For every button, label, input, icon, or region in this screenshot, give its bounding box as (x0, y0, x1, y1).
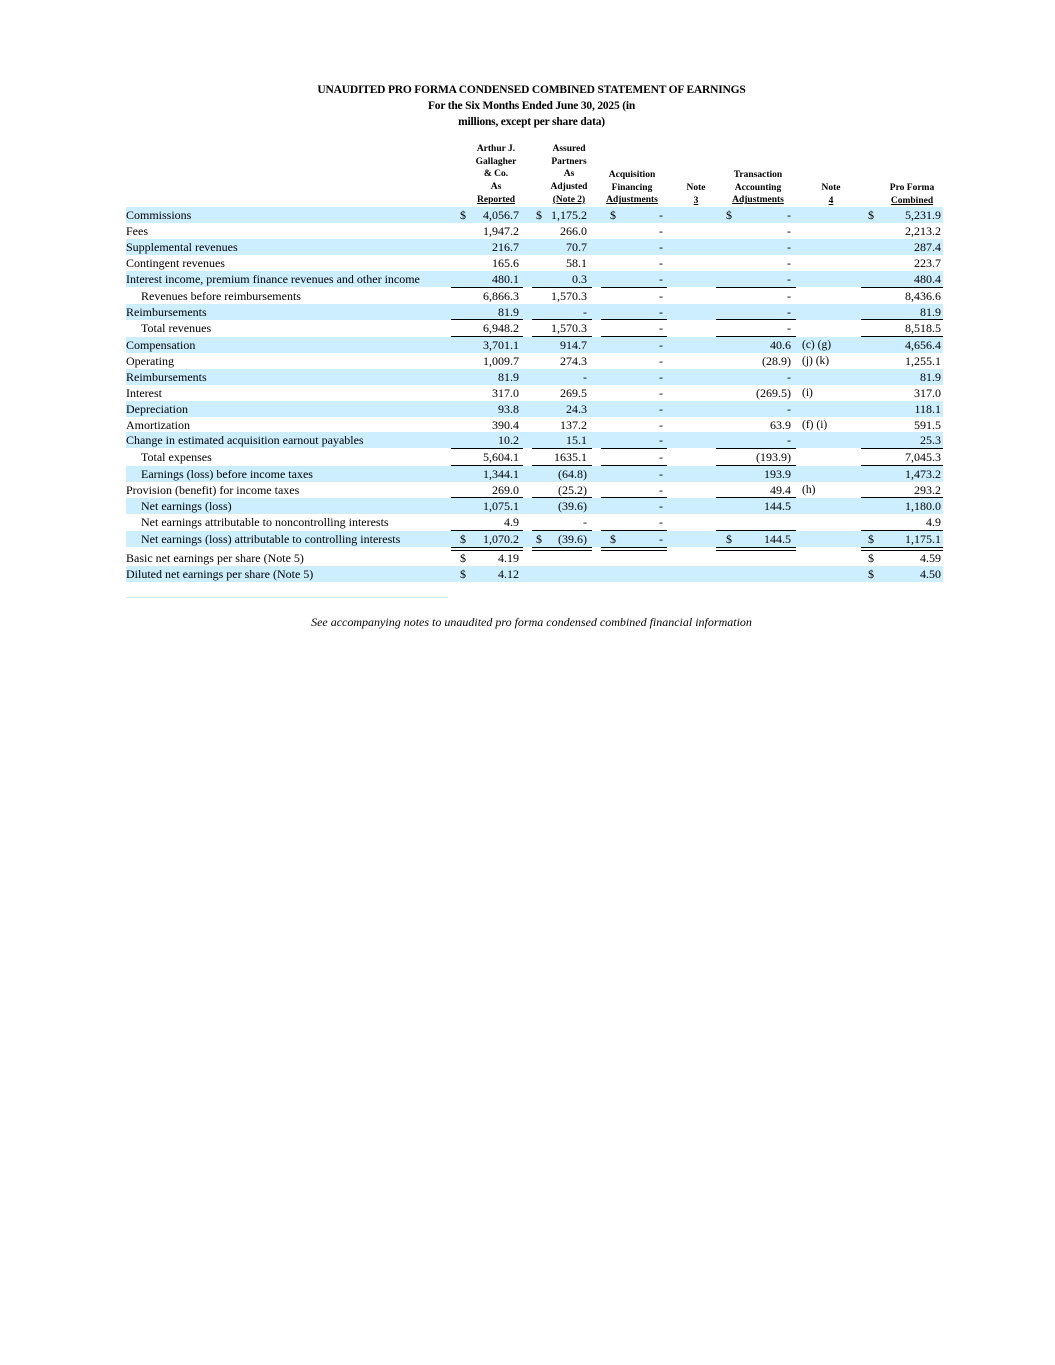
cell-pro-forma: 4,656.4 (905, 338, 941, 352)
currency-symbol: $ (536, 532, 542, 546)
note-reference: (f) (i) (802, 419, 828, 431)
cell-pro-forma: 81.9 (920, 305, 941, 319)
header-line: Adjusted (550, 182, 588, 193)
subtotal-rule (532, 287, 592, 288)
table-row (126, 449, 943, 465)
row-label: Interest income, premium finance revenues and other income (126, 272, 420, 286)
table-row (126, 255, 943, 271)
subtotal-rule (532, 448, 592, 449)
cell-pro-forma: 1,175.1 (905, 532, 941, 546)
subtotal-rule (601, 287, 667, 288)
row-label: Amortization (126, 418, 190, 432)
cell-assured: 24.3 (566, 402, 587, 416)
cell-gallagher: 1,009.7 (483, 354, 519, 368)
cell-financing: - (659, 467, 663, 481)
table-row (126, 304, 943, 320)
currency-symbol: $ (460, 532, 466, 546)
cell-transaction: - (787, 240, 791, 254)
cell-financing: - (659, 354, 663, 368)
cell-transaction: - (787, 272, 791, 286)
cell-financing: - (659, 305, 663, 319)
row-label: Earnings (loss) before income taxes (141, 467, 313, 481)
subtotal-rule (861, 287, 943, 288)
table-row (126, 271, 943, 287)
subtotal-rule (451, 465, 523, 466)
subtotal-rule (861, 497, 943, 498)
cell-gallagher: 1,075.1 (483, 499, 519, 513)
total-double-rule (861, 547, 943, 551)
header-note-4 (811, 182, 851, 207)
row-label: Reimbursements (126, 305, 207, 319)
header-line: As (563, 169, 575, 180)
currency-symbol: $ (460, 208, 466, 222)
row-label: Total revenues (141, 321, 212, 335)
table-row (126, 498, 943, 514)
cell-pro-forma: 8,518.5 (905, 321, 941, 335)
subtotal-rule (451, 497, 523, 498)
header-line: Partners (551, 156, 587, 167)
cell-financing: - (659, 402, 663, 416)
row-label: Operating (126, 354, 174, 368)
cell-gallagher: 317.0 (492, 386, 519, 400)
note-reference: (h) (802, 484, 816, 496)
cell-transaction: 144.5 (764, 499, 791, 513)
cell-financing: - (659, 240, 663, 254)
currency-symbol: $ (610, 532, 616, 546)
cell-pro-forma: 4.50 (920, 567, 941, 581)
cell-assured: - (583, 515, 587, 529)
header-line: Arthur J. (476, 144, 516, 154)
cell-pro-forma: 118.1 (914, 402, 941, 416)
subtotal-rule (861, 448, 943, 449)
cell-pro-forma: 81.9 (920, 370, 941, 384)
cell-pro-forma: 2,213.2 (905, 224, 941, 238)
cell-transaction: 63.9 (770, 418, 791, 432)
subtotal-rule (601, 319, 667, 320)
row-label: Total expenses (141, 450, 212, 464)
cell-gallagher: 216.7 (492, 240, 519, 254)
cell-transaction: - (787, 402, 791, 416)
cell-assured: (39.6) (558, 499, 587, 513)
table-row (126, 207, 943, 223)
cell-assured: (25.2) (558, 483, 587, 497)
table-row (126, 550, 943, 566)
cell-transaction: - (787, 433, 791, 447)
table-row (126, 531, 943, 547)
header-note-3 (676, 182, 716, 207)
cell-gallagher: 81.9 (498, 305, 519, 319)
table-row (126, 369, 943, 385)
cell-gallagher: 4.12 (498, 567, 519, 581)
cell-pro-forma: 480.4 (914, 272, 941, 286)
cell-assured: 70.7 (566, 240, 587, 254)
header-line: Acquisition (608, 170, 656, 180)
header-line: Pro Forma (889, 183, 935, 193)
table-row (126, 514, 943, 530)
cell-pro-forma: 1,255.1 (905, 354, 941, 368)
cell-financing: - (659, 224, 663, 238)
cell-gallagher: 5,604.1 (483, 450, 519, 464)
cell-assured: - (583, 370, 587, 384)
header-line: Transaction (733, 170, 783, 180)
subtotal-rule (451, 319, 523, 320)
row-label: Basic net earnings per share (Note 5) (126, 551, 304, 565)
subtotal-rule (601, 336, 667, 337)
subtotal-rule (601, 465, 667, 466)
cell-financing: - (659, 433, 663, 447)
subtotal-rule (451, 530, 523, 531)
cell-gallagher: 1,344.1 (483, 467, 519, 481)
cell-transaction: 144.5 (764, 532, 791, 546)
cell-gallagher: 480.1 (492, 272, 519, 286)
row-label: Net earnings (loss) attributable to controlling interests (141, 532, 401, 546)
row-label: Reimbursements (126, 370, 207, 384)
footnote-text: See accompanying notes to unaudited pro forma condensed combined financial information (311, 615, 752, 629)
cell-pro-forma: 4.59 (920, 551, 941, 565)
subtotal-rule (716, 448, 796, 449)
statement-title: UNAUDITED PRO FORMA CONDENSED COMBINED STATEMENT OF EARNINGS (317, 84, 746, 96)
cell-financing: - (659, 386, 663, 400)
cell-gallagher: 1,070.2 (483, 532, 519, 546)
header-acquisition-financing-adjustments (596, 169, 668, 207)
row-label: Interest (126, 386, 162, 400)
cell-assured: 1,570.3 (551, 321, 587, 335)
table-row (126, 482, 943, 498)
cell-financing: - (659, 338, 663, 352)
header-line: Adjustments (606, 195, 658, 206)
subtotal-rule (861, 530, 943, 531)
cell-pro-forma: 1,473.2 (905, 467, 941, 481)
table-row (126, 320, 943, 336)
subtotal-rule (716, 336, 796, 337)
cell-financing: - (659, 483, 663, 497)
cell-gallagher: 4.19 (498, 551, 519, 565)
cell-pro-forma: 1,180.0 (905, 499, 941, 513)
row-label: Contingent revenues (126, 256, 225, 270)
cell-pro-forma: 8,436.6 (905, 289, 941, 303)
table-row (126, 239, 943, 255)
subtotal-rule (861, 319, 943, 320)
cell-transaction: - (787, 256, 791, 270)
cell-gallagher: 6,866.3 (483, 289, 519, 303)
cell-gallagher: 81.9 (498, 370, 519, 384)
subtotal-rule (601, 530, 667, 531)
header-line: Assured (552, 144, 586, 154)
subtotal-rule (532, 530, 592, 531)
subtotal-rule (451, 336, 523, 337)
cell-pro-forma: 223.7 (914, 256, 941, 270)
cell-gallagher: 4.9 (504, 515, 519, 529)
cell-assured: 137.2 (560, 418, 587, 432)
cell-financing: - (659, 499, 663, 513)
subtotal-rule (532, 319, 592, 320)
cell-transaction: - (787, 305, 791, 319)
table-row (126, 337, 943, 353)
cell-assured: (39.6) (558, 532, 587, 546)
cell-assured: 269.5 (560, 386, 587, 400)
note-reference: (i) (802, 387, 813, 399)
row-label: Change in estimated acquisition earnout payables (126, 433, 364, 447)
cell-assured: 914.7 (560, 338, 587, 352)
header-pro-forma-combined (872, 182, 952, 207)
total-double-rule (716, 547, 796, 551)
cell-pro-forma: 591.5 (914, 418, 941, 432)
cell-assured: 266.0 (560, 224, 587, 238)
subtotal-rule (716, 497, 796, 498)
cell-transaction: - (787, 321, 791, 335)
table-row (126, 566, 943, 582)
currency-symbol: $ (536, 208, 542, 222)
header-line: 4 (828, 195, 834, 206)
subtotal-rule (601, 497, 667, 498)
row-label: Depreciation (126, 402, 188, 416)
cell-assured: - (583, 305, 587, 319)
cell-transaction: - (787, 208, 791, 222)
cell-financing: - (659, 208, 663, 222)
total-double-rule (532, 547, 592, 551)
cell-financing: - (659, 370, 663, 384)
cell-gallagher: 269.0 (492, 483, 519, 497)
table-row (126, 385, 943, 401)
header-line: Financing (611, 182, 653, 193)
table-row (126, 288, 943, 304)
cell-pro-forma: 5,231.9 (905, 208, 941, 222)
header-line: Adjustments (732, 195, 784, 206)
table-row (126, 223, 943, 239)
row-label: Diluted net earnings per share (Note 5) (126, 567, 314, 581)
cell-financing: - (659, 418, 663, 432)
currency-symbol: $ (726, 208, 732, 222)
cell-transaction: (193.9) (756, 450, 791, 464)
cell-assured: 58.1 (566, 256, 587, 270)
row-label: Commissions (126, 208, 192, 222)
cell-transaction: 49.4 (770, 483, 791, 497)
cell-pro-forma: 317.0 (914, 386, 941, 400)
header-line: & Co. (483, 169, 509, 180)
subtotal-rule (716, 530, 796, 531)
cell-financing: - (659, 321, 663, 335)
cell-transaction: (269.5) (756, 386, 791, 400)
cell-gallagher: 390.4 (492, 418, 519, 432)
cell-assured: 1,175.2 (551, 208, 587, 222)
table-row (126, 417, 943, 433)
subtotal-rule (532, 497, 592, 498)
cell-pro-forma: 287.4 (914, 240, 941, 254)
row-label: Fees (126, 224, 148, 238)
currency-symbol: $ (460, 567, 466, 581)
table-row (126, 432, 943, 448)
header-line: 3 (693, 195, 699, 206)
currency-symbol: $ (868, 532, 874, 546)
cell-assured: 0.3 (572, 272, 587, 286)
cell-pro-forma: 25.3 (920, 433, 941, 447)
currency-symbol: $ (868, 208, 874, 222)
subtotal-rule (716, 319, 796, 320)
cell-pro-forma: 7,045.3 (905, 450, 941, 464)
header-line: Reported (477, 194, 515, 205)
table-row (126, 353, 943, 369)
header-line: Gallagher (475, 156, 517, 167)
row-label: Provision (benefit) for income taxes (126, 483, 300, 497)
currency-symbol: $ (726, 532, 732, 546)
currency-symbol: $ (868, 551, 874, 565)
row-label: Supplemental revenues (126, 240, 238, 254)
row-label: Net earnings attributable to noncontrolling interests (141, 515, 389, 529)
total-double-rule (601, 547, 667, 551)
cell-assured: 1635.1 (554, 450, 587, 464)
header-transaction-accounting-adjustments (717, 169, 799, 207)
cell-pro-forma: 293.2 (914, 483, 941, 497)
cell-gallagher: 3,701.1 (483, 338, 519, 352)
cell-financing: - (659, 515, 663, 529)
cell-transaction: - (787, 370, 791, 384)
cell-financing: - (659, 256, 663, 270)
subtotal-rule (451, 287, 523, 288)
subtotal-rule (532, 336, 592, 337)
header-line: Combined (890, 195, 934, 206)
subtotal-rule (861, 465, 943, 466)
currency-symbol: $ (610, 208, 616, 222)
cell-gallagher: 93.8 (498, 402, 519, 416)
subtotal-rule (451, 448, 523, 449)
cell-pro-forma: 4.9 (926, 515, 941, 529)
row-label: Net earnings (loss) (141, 499, 232, 513)
cell-financing: - (659, 289, 663, 303)
cell-gallagher: 4,056.7 (483, 208, 519, 222)
cell-assured: (64.8) (558, 467, 587, 481)
currency-symbol: $ (460, 551, 466, 565)
currency-symbol: $ (868, 567, 874, 581)
note-reference: (c) (g) (802, 339, 832, 351)
cell-gallagher: 6,948.2 (483, 321, 519, 335)
total-double-rule (451, 547, 523, 551)
note-reference: (j) (k) (802, 355, 830, 367)
header-line: (Note 2) (552, 194, 586, 205)
cell-transaction: - (787, 224, 791, 238)
subtotal-rule (861, 336, 943, 337)
row-label: Compensation (126, 338, 196, 352)
table-row (126, 466, 943, 482)
cell-assured: 15.1 (566, 433, 587, 447)
subtotal-rule (716, 465, 796, 466)
subtotal-rule (601, 448, 667, 449)
cell-financing: - (659, 532, 663, 546)
footnote-divider (126, 597, 448, 598)
cell-assured: 274.3 (560, 354, 587, 368)
cell-gallagher: 165.6 (492, 256, 519, 270)
cell-financing: - (659, 450, 663, 464)
statement-subtitle: For the Six Months Ended June 30, 2025 (in (427, 100, 636, 112)
cell-gallagher: 1,947.2 (483, 224, 519, 238)
cell-transaction: - (787, 289, 791, 303)
cell-assured: 1,570.3 (551, 289, 587, 303)
header-line: Note (686, 183, 706, 193)
header-line: As (490, 182, 502, 193)
row-label: Revenues before reimbursements (141, 289, 301, 303)
cell-gallagher: 10.2 (498, 433, 519, 447)
cell-financing: - (659, 272, 663, 286)
table-row (126, 401, 943, 417)
cell-transaction: (28.9) (762, 354, 791, 368)
header-gallagher-as-reported (458, 143, 534, 207)
subtotal-rule (532, 465, 592, 466)
statement-subtitle-units: millions, except per share data) (458, 116, 605, 128)
cell-transaction: 193.9 (764, 467, 791, 481)
subtotal-rule (716, 287, 796, 288)
header-line: Accounting (734, 182, 782, 193)
cell-transaction: 40.6 (770, 338, 791, 352)
header-line: Note (821, 183, 841, 193)
